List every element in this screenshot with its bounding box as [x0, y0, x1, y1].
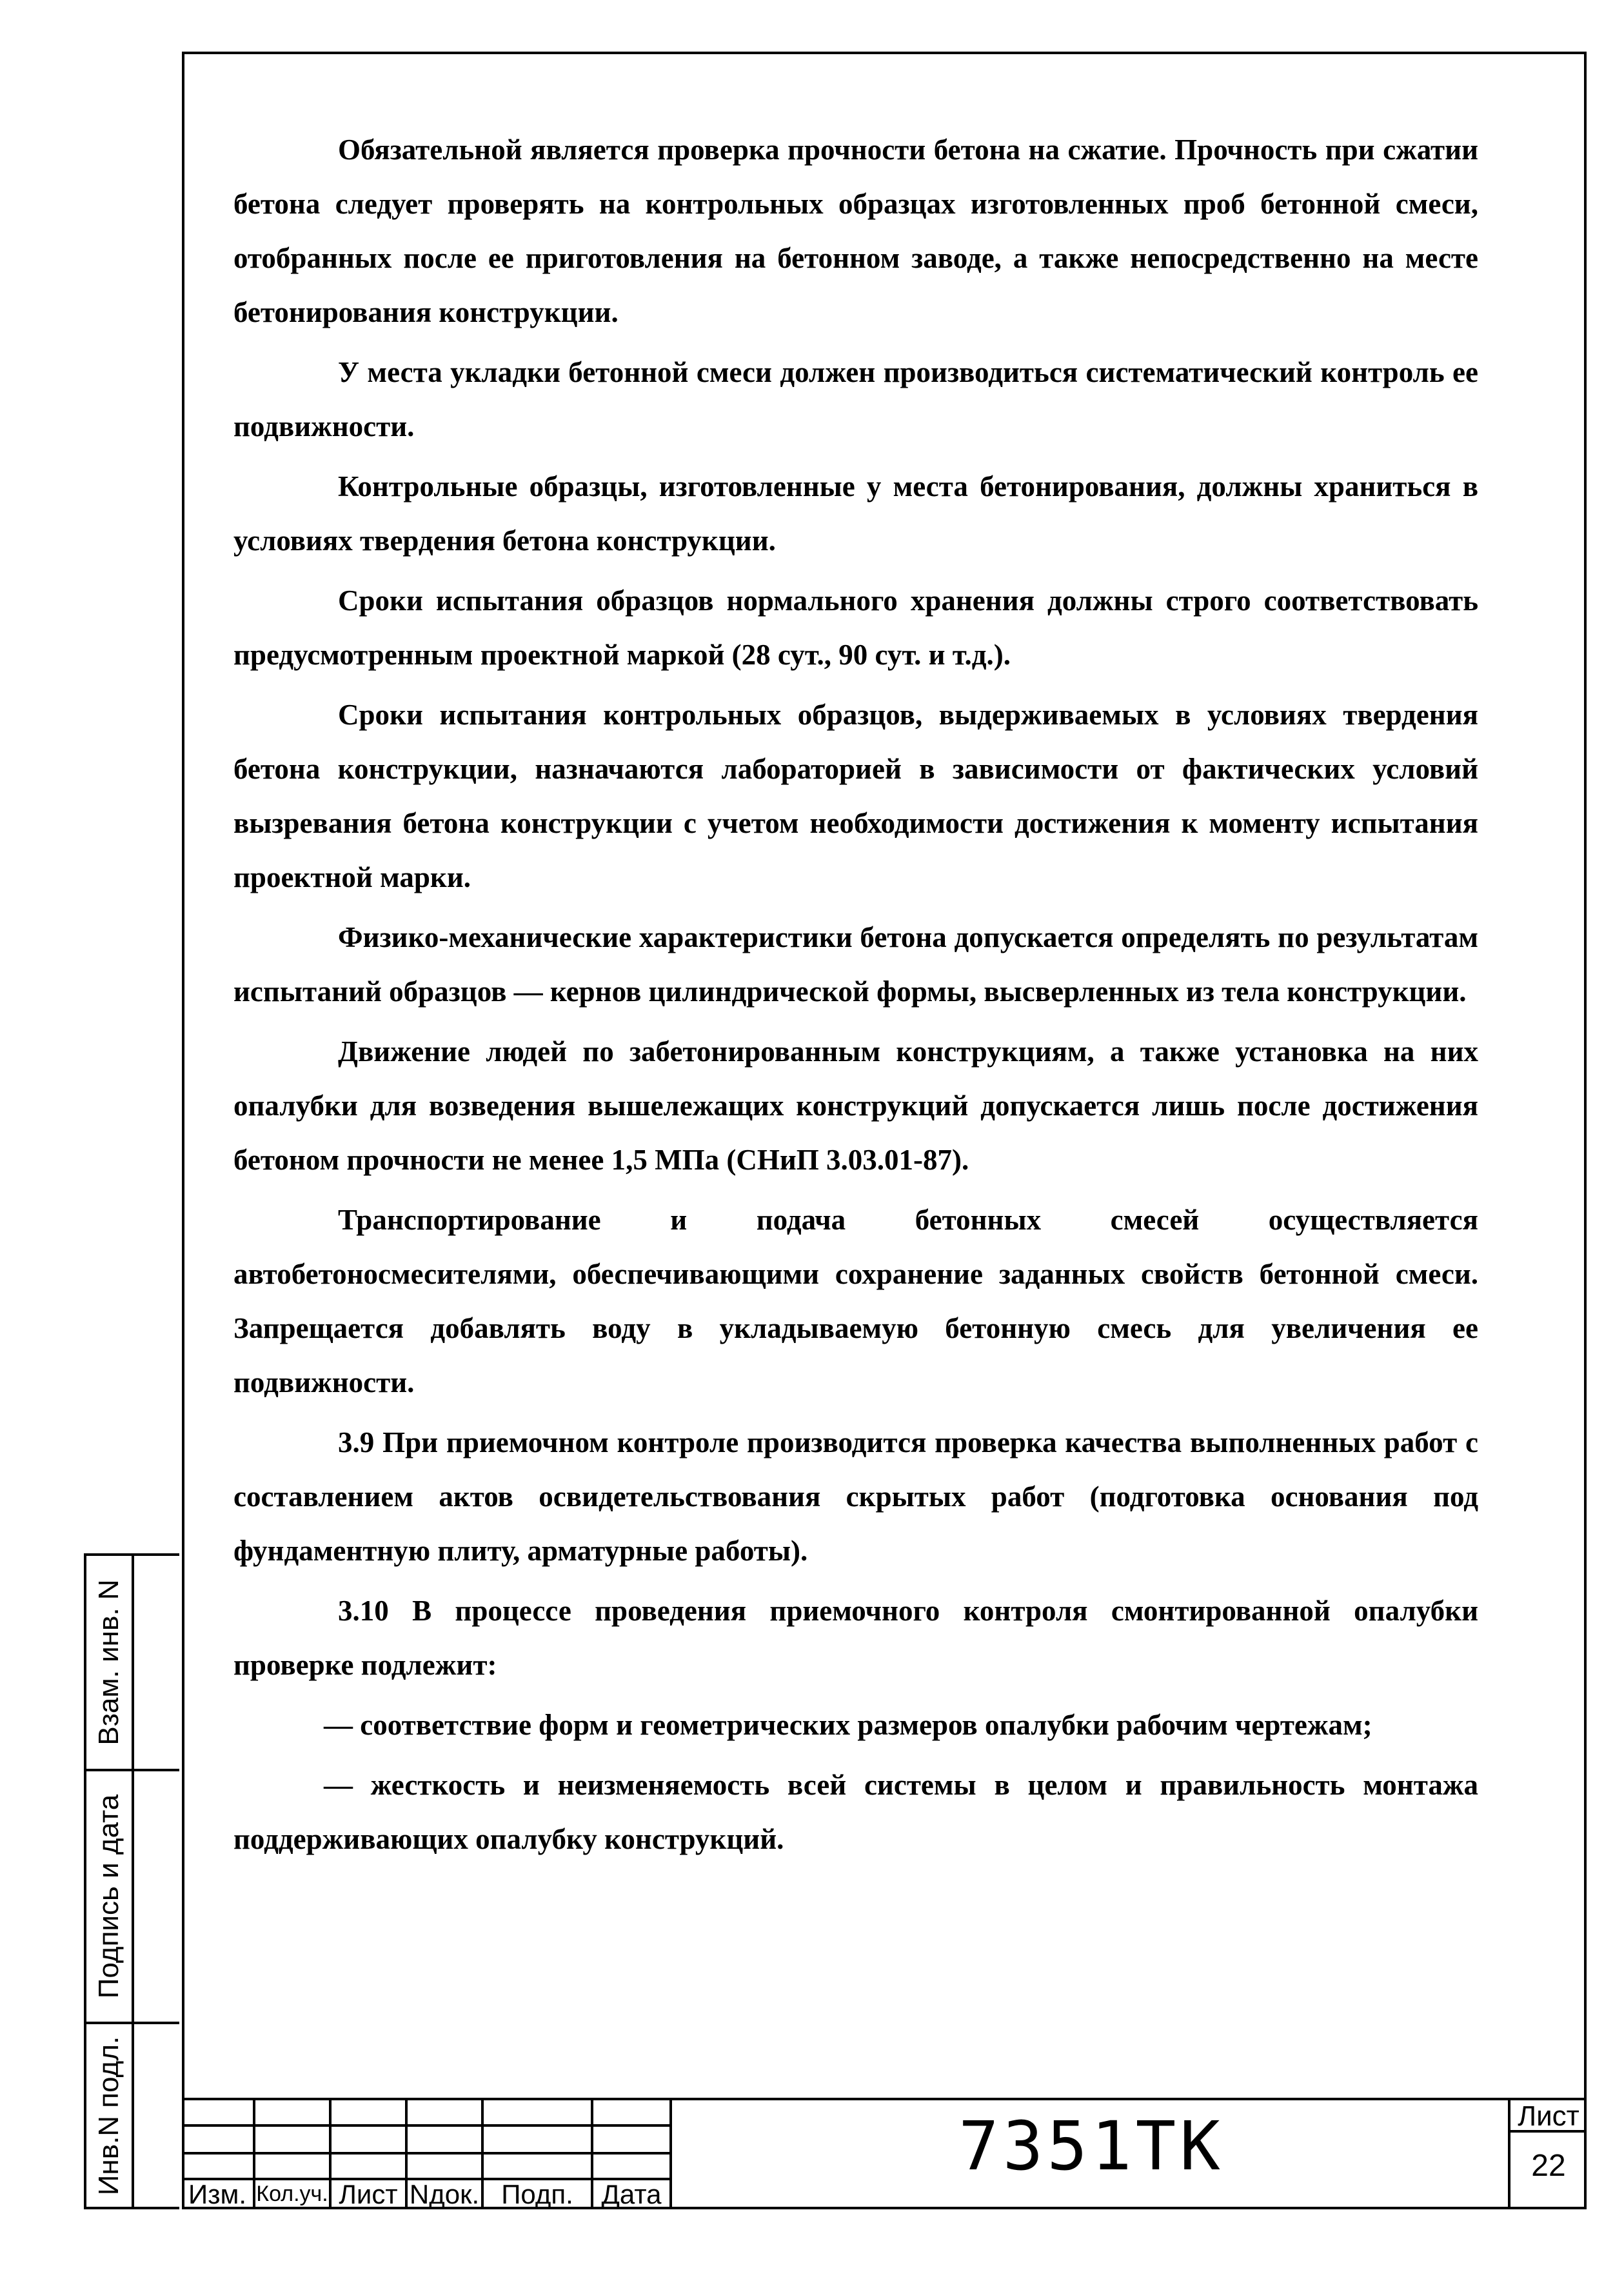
paragraph-3-9: 3.9 При приемочном контроле производится проверка качества выполненных работ с составлением актов освидетельствования скрытых работ (подготовка основания под фундаментную плиту, арматурные работы).	[233, 1426, 1478, 1567]
title-block-row-line	[182, 2152, 672, 2155]
title-block-top-border	[182, 2098, 1587, 2100]
side-cell-podpis-data	[86, 1771, 179, 2024]
list-item-forms: — соответствие форм и геометрических размеров опалубки рабочим чертежам;	[324, 1709, 1372, 1741]
side-label-vzam-inv: Взам. инв. N	[93, 1579, 124, 1746]
title-block-row-line	[182, 2124, 672, 2127]
side-stamp	[84, 1553, 179, 2209]
sheet-number: 22	[1531, 2149, 1566, 2183]
side-label-inv-podl: Инв.N подл.	[93, 2036, 124, 2195]
col-podp: Подп.	[501, 2179, 573, 2209]
paragraph-compression-test: Обязательной является проверка прочности бетона на сжатие. Прочность при сжатии бетона следует проверять на контрольных образцах изготовленных проб бетонной смеси, отобранных после ее приготовления на бетонном заводе, а также непосредственно на месте бетонирования конструкции.	[233, 134, 1478, 328]
paragraph-cores: Физико-механические характеристики бетона допускается определять по результатам испытаний образцов — кернов цилиндрической формы, высверленных из тела конструкции.	[233, 921, 1478, 1008]
col-izm: Изм.	[188, 2179, 246, 2209]
col-data: Дата	[601, 2179, 662, 2209]
list-item-rigidity: — жесткость и неизменяемость всей системы в целом и правильность монтажа поддерживающих опалубку конструкций.	[233, 1769, 1478, 1855]
side-label-podpis-data: Подпись и дата	[93, 1794, 124, 1999]
side-cell-inv-podl	[86, 2024, 179, 2207]
paragraph-movement: Движение людей по забетонированным конструкциям, а также установка на них опалубки для возведения вышележащих конструкций допускается лишь после достижения бетоном прочности не менее 1,5 МПа (СНиП 3.03.01-87).	[233, 1035, 1478, 1176]
document-code: 7351ТК	[958, 2107, 1224, 2185]
sheet-label: Лист	[1518, 2100, 1579, 2132]
side-cell-vzam-inv	[86, 1556, 179, 1771]
paragraph-test-terms-control: Сроки испытания контрольных образцов, выдерживаемых в условиях твердения бетона конструкции, назначаются лабораторией в зависимости от фактических условий вызревания бетона конструкции с учетом необходимости достижения к моменту испытания проектной марки.	[233, 699, 1478, 893]
paragraph-mobility-control: У места укладки бетонной смеси должен производиться систематический контроль ее подвижности.	[233, 356, 1478, 443]
paragraph-transport: Транспортирование и подача бетонных смесей осуществляется автобетоносмесителями, обеспечивающими сохранение заданных свойств бетонной смеси. Запрещается добавлять воду в укладываемую бетонную смесь для увеличения ее подвижности.	[233, 1204, 1478, 1398]
col-kol-uch: Кол.уч.	[256, 2182, 328, 2206]
paragraph-control-samples: Контрольные образцы, изготовленные у места бетонирования, должны храниться в условиях твердения бетона конструкции.	[233, 470, 1478, 557]
col-list: Лист	[339, 2179, 398, 2209]
paragraph-3-10: 3.10 В процессе проведения приемочного контроля смонтированной опалубки проверке подлежит:	[233, 1595, 1478, 1681]
paragraph-test-terms-normal: Сроки испытания образцов нормального хранения должны строго соответствовать предусмотренным проектной маркой (28 сут., 90 сут. и т.д.).	[233, 584, 1478, 671]
col-ndok: Nдок.	[409, 2179, 480, 2209]
document-body	[233, 123, 1478, 1866]
